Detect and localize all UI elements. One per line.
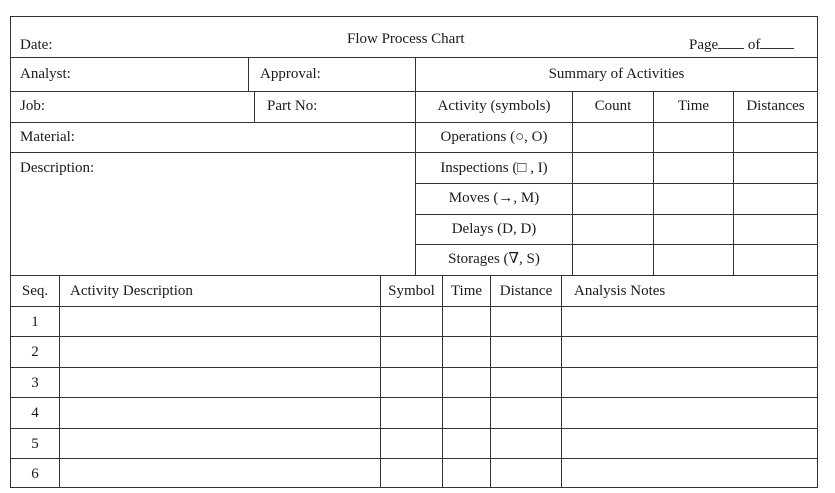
flow-process-chart-form <box>10 16 818 488</box>
divider <box>11 122 415 123</box>
divider <box>561 275 562 487</box>
divider <box>415 183 817 184</box>
divider <box>11 57 817 58</box>
divider <box>11 336 817 337</box>
divider <box>415 152 817 153</box>
page-total-blank <box>760 36 794 49</box>
divider <box>490 275 491 487</box>
divider <box>415 122 817 123</box>
detail-header-seq: Seq. <box>21 283 49 299</box>
divider <box>11 428 817 429</box>
analyst-label: Analyst: <box>20 66 71 82</box>
divider <box>59 275 60 487</box>
summary-header-count: Count <box>594 98 632 114</box>
divider <box>11 91 415 92</box>
divider <box>11 152 415 153</box>
seq-number: 3 <box>31 375 39 391</box>
divider <box>572 91 573 275</box>
divider <box>254 91 255 122</box>
divider <box>11 306 817 307</box>
page-blank <box>718 36 744 49</box>
description-label: Description: <box>20 160 95 176</box>
divider <box>653 91 654 275</box>
seq-number: 2 <box>31 344 39 360</box>
divider <box>415 244 817 245</box>
divider <box>248 57 249 91</box>
summary-row-delays: Delays (D, D) <box>451 221 537 237</box>
summary-row-operations: Operations (○, O) <box>440 129 548 145</box>
part-no-label: Part No: <box>267 98 318 114</box>
detail-header-time: Time <box>450 283 483 299</box>
detail-header-symbol: Symbol <box>388 283 435 299</box>
divider <box>11 367 817 368</box>
of-label: of <box>747 37 761 53</box>
summary-row-inspections: Inspections (□ , I) <box>440 160 548 176</box>
approval-label: Approval: <box>260 66 321 82</box>
date-label: Date: <box>20 37 53 53</box>
divider <box>380 275 381 487</box>
divider <box>415 91 817 92</box>
summary-header-activity: Activity (symbols) <box>437 98 551 114</box>
summary-header-distances: Distances <box>746 98 805 114</box>
form-title: Flow Process Chart <box>347 31 465 47</box>
divider <box>442 275 443 487</box>
job-label: Job: <box>20 98 46 114</box>
divider <box>733 91 734 275</box>
seq-number: 5 <box>31 436 39 452</box>
seq-number: 4 <box>31 405 39 421</box>
detail-header-activity-description: Activity Description <box>70 283 193 299</box>
page-number-field <box>689 36 794 54</box>
summary-row-storages: Storages (∇, S) <box>448 251 540 267</box>
seq-number: 6 <box>31 466 39 482</box>
divider <box>11 397 817 398</box>
detail-header-distance: Distance <box>499 283 553 299</box>
summary-title: Summary of Activities <box>548 66 685 82</box>
summary-header-time: Time <box>677 98 710 114</box>
detail-header-analysis-notes: Analysis Notes <box>574 283 666 299</box>
divider <box>415 214 817 215</box>
divider <box>11 275 817 276</box>
divider <box>11 458 817 459</box>
material-label: Material: <box>20 129 75 145</box>
summary-row-moves: Moves (→, M) <box>448 190 540 206</box>
page-label: Page <box>689 37 719 53</box>
seq-number: 1 <box>31 314 39 330</box>
